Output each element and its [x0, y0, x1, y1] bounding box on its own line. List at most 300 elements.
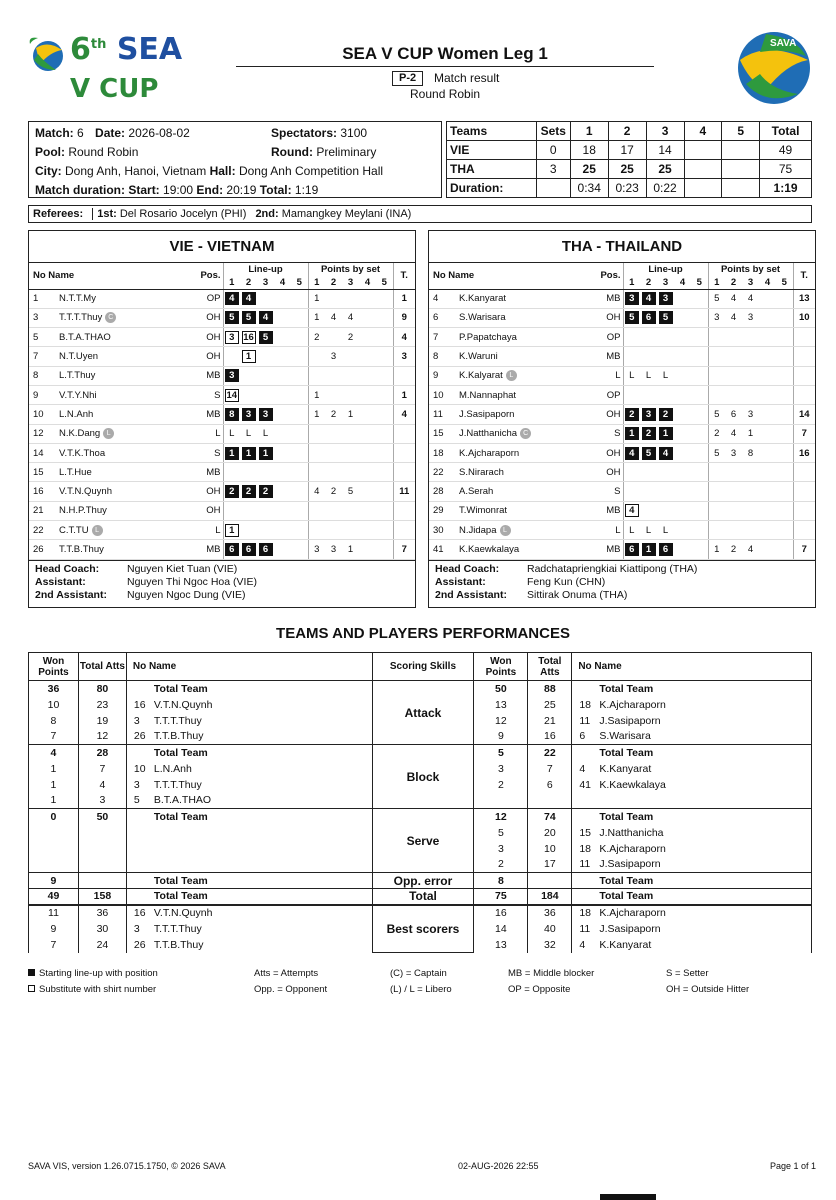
player-name: J.Sasipaporn	[459, 408, 515, 420]
set-points	[376, 366, 393, 385]
won-points: 49	[29, 889, 79, 905]
player-name-cell	[459, 463, 599, 482]
player-name: Total Team	[599, 746, 654, 759]
total-atts	[78, 825, 126, 841]
first-referee: Del Rosario Jocelyn (PHI)	[119, 208, 247, 220]
player-number: 5	[133, 794, 140, 807]
lineup-cell	[657, 540, 674, 559]
score-cell: 1:19	[760, 179, 812, 198]
first-referee-label: 1st:	[97, 208, 117, 220]
set-points	[742, 501, 759, 520]
player-name-cell	[459, 424, 599, 443]
total-atts: 36	[528, 905, 572, 921]
total-atts: 19	[78, 713, 126, 729]
player-cell	[126, 761, 372, 777]
set-points	[776, 424, 793, 443]
player-position: OH	[199, 308, 223, 327]
set-points	[308, 443, 325, 462]
lineup-cell	[223, 482, 240, 501]
player-total: 4	[393, 328, 415, 347]
player-name: K.Kalyarat	[459, 370, 503, 382]
set-points: 4	[342, 308, 359, 327]
starting-position: 1	[225, 447, 239, 460]
player-name: J.Natthanicha	[599, 826, 664, 839]
set-points	[342, 347, 359, 366]
player-cell	[572, 729, 812, 745]
player-number: 3	[133, 922, 140, 935]
set-points: 2	[342, 328, 359, 347]
player-number: 10	[429, 385, 459, 404]
player-name: S.Warisara	[599, 730, 651, 743]
player-number: 18	[579, 698, 591, 711]
player-cell	[572, 889, 812, 905]
no-name-header: No Name	[572, 653, 812, 681]
points-header: Points by set	[308, 263, 393, 276]
won-points: 3	[474, 761, 528, 777]
logo-line2: SEA	[116, 32, 183, 67]
head-coach-label: Head Coach:	[435, 562, 500, 575]
set-points: 3	[325, 540, 342, 559]
won-points: 4	[29, 745, 79, 761]
player-name: M.Nannaphat	[459, 389, 517, 401]
set-points	[325, 463, 342, 482]
lineup-cell	[257, 347, 274, 366]
lineup-cell	[291, 366, 308, 385]
set-points	[308, 463, 325, 482]
lineup-cell	[623, 424, 640, 443]
player-name: N.K.Dang	[59, 428, 101, 440]
player-name: L.T.Thuy	[59, 370, 96, 382]
set-points	[776, 347, 793, 366]
total-atts-header: Total Atts	[528, 653, 572, 681]
captain-badge: C	[520, 428, 531, 439]
player-cell	[126, 905, 372, 921]
lineup-cell	[674, 347, 691, 366]
set-points	[725, 482, 742, 501]
player-name-cell	[59, 308, 199, 327]
lineup-cell	[274, 289, 291, 308]
set-points	[342, 424, 359, 443]
scoring-skill: Attack	[372, 681, 474, 745]
starting-position: 2	[225, 485, 239, 498]
city-value: Dong Anh, Hanoi, Vietnam	[65, 164, 207, 178]
set-points	[759, 347, 776, 366]
set-points: 3	[325, 347, 342, 366]
set-number-header: 2	[725, 276, 742, 289]
lineup-cell	[691, 501, 708, 520]
player-row	[29, 521, 415, 540]
won-points	[29, 857, 79, 873]
player-cell	[126, 937, 372, 953]
set-points	[308, 521, 325, 540]
set-points	[376, 385, 393, 404]
lineup-cell	[291, 482, 308, 501]
set-points	[359, 347, 376, 366]
scoring-skill: Opp. error	[372, 873, 474, 889]
set-points	[359, 463, 376, 482]
assistant: Nguyen Thi Ngoc Hoa (VIE)	[127, 575, 257, 588]
lineup-cell	[657, 347, 674, 366]
legend-sub: Substitute with shirt number	[39, 984, 157, 995]
starting-position: 2	[642, 427, 656, 440]
player-name-cell	[59, 424, 199, 443]
lineup-cell	[691, 308, 708, 327]
set-points	[376, 424, 393, 443]
set-points	[742, 328, 759, 347]
player-row	[429, 347, 815, 366]
score-cell: 25	[570, 160, 608, 179]
player-total	[393, 521, 415, 540]
set-points	[342, 443, 359, 462]
player-cell	[126, 873, 372, 889]
lineup-cell	[657, 443, 674, 462]
player-number: 21	[29, 501, 59, 520]
libero-entry: L	[645, 370, 652, 382]
match-number: 6	[77, 126, 84, 140]
player-position: L	[599, 366, 623, 385]
player-name-cell	[59, 463, 199, 482]
total-atts: 28	[78, 745, 126, 761]
set-points: 3	[708, 308, 725, 327]
player-number: 9	[429, 366, 459, 385]
score-cell	[684, 160, 722, 179]
player-row	[29, 463, 415, 482]
player-name-cell	[59, 385, 199, 404]
player-name: K.Ajcharaporn	[459, 447, 520, 459]
player-cell	[126, 825, 372, 841]
player-name: B.T.A.THAO	[153, 794, 212, 807]
player-total	[793, 482, 815, 501]
lineup-cell	[223, 501, 240, 520]
score-row-vie	[447, 141, 812, 160]
starting-position: 1	[259, 447, 273, 460]
total-atts: 30	[78, 921, 126, 937]
lineup-cell	[657, 385, 674, 404]
player-number: 18	[579, 842, 591, 855]
player-position: OH	[199, 501, 223, 520]
set-points	[308, 501, 325, 520]
set-points	[759, 501, 776, 520]
start-value: 19:00	[163, 183, 194, 197]
score-cell	[684, 179, 722, 198]
player-position: OH	[599, 308, 623, 327]
player-name: T.T.T.Thuy	[153, 714, 202, 727]
score-cell	[722, 160, 760, 179]
player-name: K.Kaewkalaya	[459, 544, 520, 555]
total-atts	[78, 857, 126, 873]
player-position: MB	[599, 347, 623, 366]
total-label: Total:	[259, 183, 292, 197]
lineup-cell	[223, 308, 240, 327]
player-row	[429, 308, 815, 327]
score-cell	[722, 141, 760, 160]
player-cell	[126, 697, 372, 713]
set-points: 4	[742, 540, 759, 559]
set-points	[776, 385, 793, 404]
document-type: Match result	[434, 71, 500, 85]
lineup-cell	[223, 424, 240, 443]
set-points	[742, 463, 759, 482]
lineup-cell	[274, 482, 291, 501]
player-number: 6	[579, 730, 586, 743]
substitute-number: 1	[225, 524, 239, 537]
set-points	[725, 328, 742, 347]
player-row	[429, 501, 815, 520]
won-points: 36	[29, 681, 79, 697]
set-points	[325, 521, 342, 540]
player-name-cell	[59, 405, 199, 424]
team-panel-vie	[28, 230, 416, 608]
hall-label: Hall:	[209, 164, 236, 178]
player-total: 7	[393, 540, 415, 559]
set-points: 3	[308, 540, 325, 559]
logo-line3: V CUP	[70, 74, 159, 104]
player-name-cell	[459, 443, 599, 462]
starting-position: 4	[259, 311, 273, 324]
set-points	[308, 424, 325, 443]
set-points	[359, 521, 376, 540]
set-points	[342, 366, 359, 385]
lineup-cell	[623, 366, 640, 385]
set-points: 1	[308, 308, 325, 327]
player-number: 15	[429, 424, 459, 443]
player-name: Total Team	[153, 682, 208, 695]
player-cell	[572, 713, 812, 729]
lineup-cell	[274, 328, 291, 347]
set-points	[376, 405, 393, 424]
lineup-cell	[691, 424, 708, 443]
total-atts	[528, 873, 572, 889]
assistant-label: Assistant:	[35, 575, 86, 588]
player-name: Total Team	[153, 890, 208, 903]
set-points	[708, 521, 725, 540]
player-name: K.Ajcharaporn	[599, 698, 666, 711]
second-referee: Mamangkey Meylani (INA)	[281, 208, 412, 220]
score-cell: 5	[722, 122, 760, 141]
player-position: OP	[599, 385, 623, 404]
total-atts: 50	[78, 809, 126, 825]
lineup-cell	[674, 328, 691, 347]
set-points: 3	[725, 443, 742, 462]
no-name-header: No Name	[126, 653, 372, 681]
player-number: 18	[579, 907, 591, 919]
won-points: 1	[29, 761, 79, 777]
lineup-cell	[240, 289, 257, 308]
player-number: 16	[133, 907, 146, 919]
set-points	[776, 289, 793, 308]
player-number: 3	[133, 714, 140, 727]
player-cell	[126, 745, 372, 761]
won-points: 3	[474, 841, 528, 857]
scoring-skill: Serve	[372, 809, 474, 873]
starting-position: 3	[225, 369, 239, 382]
volleyball-logo-icon	[28, 34, 68, 78]
player-cell	[126, 729, 372, 745]
player-position: OH	[599, 443, 623, 462]
player-number: 10	[29, 405, 59, 424]
player-name: K.Waruni	[459, 351, 498, 363]
set-points	[776, 405, 793, 424]
lineup-cell	[691, 289, 708, 308]
logo-sup: th	[90, 37, 107, 52]
player-row	[29, 385, 415, 404]
player-name: V.T.N.Quynh	[59, 486, 112, 498]
start-label: Start:	[128, 183, 160, 197]
player-total: 14	[793, 405, 815, 424]
set-points	[325, 289, 342, 308]
lineup-header: Line-up	[623, 263, 708, 276]
lineup-cell	[623, 521, 640, 540]
player-number: 41	[579, 778, 591, 791]
player-position: MB	[199, 405, 223, 424]
referees-label: Referees:	[33, 208, 84, 220]
lineup-cell	[274, 385, 291, 404]
set-points: 8	[742, 443, 759, 462]
total-atts: 80	[78, 681, 126, 697]
match-info-box	[28, 121, 442, 198]
lineup-cell	[240, 328, 257, 347]
player-total	[793, 347, 815, 366]
player-name: T.T.B.Thuy	[153, 938, 204, 951]
set-points	[776, 521, 793, 540]
lineup-cell	[240, 482, 257, 501]
player-name-cell	[459, 521, 599, 540]
total-value: 1:19	[294, 183, 319, 197]
player-name: V.T.Y.Nhi	[59, 389, 97, 401]
total-atts: 32	[528, 937, 572, 953]
player-name-cell	[459, 347, 599, 366]
score-cell: Sets	[536, 122, 570, 141]
lineup-cell	[223, 405, 240, 424]
set-points	[376, 521, 393, 540]
player-number: 16	[29, 482, 59, 501]
set-points	[742, 366, 759, 385]
libero-entry: L	[262, 428, 269, 440]
lineup-cell	[240, 521, 257, 540]
starting-position: 8	[225, 408, 239, 421]
lineup-cell	[291, 308, 308, 327]
sava-logo	[736, 30, 812, 106]
player-name-cell	[459, 328, 599, 347]
player-number: 4	[579, 938, 586, 951]
lineup-cell	[274, 443, 291, 462]
player-row	[29, 424, 415, 443]
team-name: THA - THAILAND	[429, 231, 815, 263]
player-name: T.T.T.Thuy	[59, 312, 103, 324]
lineup-cell	[640, 540, 657, 559]
lineup-cell	[274, 424, 291, 443]
total-atts: 23	[78, 697, 126, 713]
player-row	[429, 463, 815, 482]
player-number: 26	[133, 938, 146, 951]
lineup-cell	[291, 385, 308, 404]
won-points: 5	[474, 825, 528, 841]
starting-position: 6	[625, 543, 639, 556]
won-points: 9	[474, 729, 528, 745]
starting-position: 3	[625, 292, 639, 305]
lineup-cell	[691, 463, 708, 482]
set-points	[359, 540, 376, 559]
substitute-number: 4	[625, 504, 639, 517]
player-position: MB	[599, 289, 623, 308]
score-cell: 25	[646, 160, 684, 179]
lineup-header: Line-up	[223, 263, 308, 276]
score-header-row	[447, 122, 812, 141]
lineup-cell	[623, 347, 640, 366]
substitute-number: 1	[242, 350, 256, 363]
lineup-cell	[223, 521, 240, 540]
player-cell	[572, 905, 812, 921]
second-assistant: Nguyen Ngoc Dung (VIE)	[127, 588, 246, 601]
set-points: 2	[708, 424, 725, 443]
libero-entry: L	[629, 370, 635, 382]
total-atts-header: Total Atts	[78, 653, 126, 681]
set-points: 2	[325, 405, 342, 424]
player-position: MB	[599, 501, 623, 520]
player-total	[393, 424, 415, 443]
performance-title: TEAMS AND PLAYERS PERFORMANCES	[276, 625, 570, 642]
lineup-cell	[274, 521, 291, 540]
substitute-number: 14	[226, 389, 238, 401]
player-name: V.T.N.Quynh	[153, 698, 213, 711]
player-cell	[126, 809, 372, 825]
score-cell	[536, 179, 570, 198]
set-points	[776, 463, 793, 482]
set-points	[376, 463, 393, 482]
lineup-cell	[674, 405, 691, 424]
total-header: T.	[393, 263, 415, 289]
libero-entry: L	[629, 524, 635, 536]
set-points	[342, 385, 359, 404]
set-points	[725, 385, 742, 404]
player-name: T.T.B.Thuy	[59, 544, 104, 555]
score-cell	[722, 179, 760, 198]
lineup-cell	[291, 443, 308, 462]
player-number: 3	[133, 778, 140, 791]
legend-libero: (L) / L = Libero	[390, 984, 452, 995]
duration-label: Match duration:	[35, 183, 125, 197]
score-table	[446, 121, 812, 198]
player-cell	[572, 761, 812, 777]
player-number: 11	[579, 714, 591, 727]
player-position: OH	[199, 328, 223, 347]
lineup-cell	[657, 482, 674, 501]
set-points	[759, 424, 776, 443]
lineup-cell	[257, 540, 274, 559]
lineup-cell	[274, 308, 291, 327]
set-number-header: 5	[376, 276, 393, 289]
lineup-cell	[257, 366, 274, 385]
score-cell: 17	[608, 141, 646, 160]
won-points: 13	[474, 937, 528, 953]
set-number-header: 4	[674, 276, 691, 289]
starting-position: 5	[625, 311, 639, 324]
starting-position: 2	[659, 408, 673, 421]
player-name: J.Natthanicha	[459, 428, 518, 440]
empty-square-icon	[28, 985, 35, 992]
lineup-cell	[674, 521, 691, 540]
player-number: 6	[429, 308, 459, 327]
set-points	[359, 328, 376, 347]
lineup-cell	[674, 308, 691, 327]
match-date: 2026-08-02	[128, 126, 190, 140]
player-row	[429, 521, 815, 540]
lineup-cell	[623, 289, 640, 308]
starting-position: 6	[642, 311, 656, 324]
won-points: 16	[474, 905, 528, 921]
starting-position: 6	[259, 543, 273, 556]
lineup-cell	[291, 501, 308, 520]
